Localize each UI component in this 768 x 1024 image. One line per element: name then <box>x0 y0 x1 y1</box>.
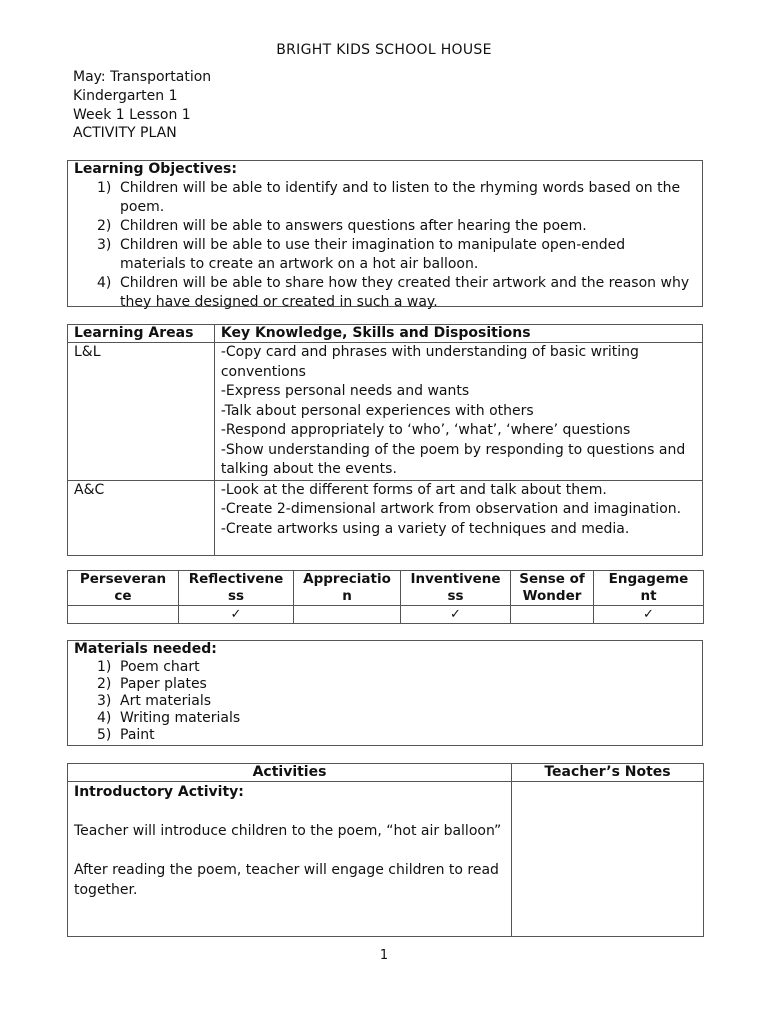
inventiveness-header: Inventivene ss <box>401 571 511 606</box>
list-item: 1) Poem chart <box>97 659 200 675</box>
appreciation-header: Appreciatio n <box>294 571 401 606</box>
key-knowledge-header: Key Knowledge, Skills and Dispositions <box>214 325 702 343</box>
lesson-line: Week 1 Lesson 1 <box>73 107 191 123</box>
list-item: 2) Paper plates <box>97 676 207 692</box>
learning-objectives-box <box>67 160 703 310</box>
document-title: BRIGHT KIDS SCHOOL HOUSE <box>276 42 492 58</box>
notes-cell <box>512 782 704 937</box>
materials-heading: Materials needed: <box>74 641 217 657</box>
theme-line: May: Transportation <box>73 69 212 85</box>
list-item: 1) Children will be able to identify and to listen to the rhyming words based on the poem. <box>97 180 681 215</box>
table-header-row <box>68 571 704 606</box>
list-item: 3) Art materials <box>97 693 211 709</box>
perseverance-header: Perseveran ce <box>68 571 179 606</box>
activity-cell <box>68 782 512 937</box>
table-row <box>68 480 703 555</box>
engagement-header: Engageme nt <box>594 571 704 606</box>
table-header-row <box>68 325 703 343</box>
reflectiveness-header: Reflectivene ss <box>179 571 294 606</box>
area-cell: A&C <box>68 480 215 555</box>
list-item: 3) Children will be able to use their imagination to manipulate open-ended materials to create an artwork on a hot air balloon. <box>97 237 626 272</box>
objectives-list <box>93 179 693 312</box>
materials-list <box>97 659 240 744</box>
activity-paragraph: Teacher will introduce children to the poem, “hot air balloon” <box>74 823 502 839</box>
table-header-row <box>68 764 704 782</box>
sense-of-wonder-header: Sense of Wonder <box>511 571 594 606</box>
check-cell <box>511 606 594 624</box>
check-mark-icon: ✓ <box>179 606 294 624</box>
check-cell <box>68 606 179 624</box>
level-line: Kindergarten 1 <box>73 88 178 104</box>
list-item: 5) Paint <box>97 727 155 743</box>
table-row <box>68 606 704 624</box>
intro-activity-heading: Introductory Activity: <box>74 784 244 800</box>
plan-label: ACTIVITY PLAN <box>73 125 177 141</box>
activities-header: Activities <box>68 764 512 782</box>
area-cell: L&L <box>68 343 215 481</box>
learning-areas-table <box>67 324 703 556</box>
list-item: 2) Children will be able to answers questions after hearing the poem. <box>97 218 587 234</box>
skills-cell: -Copy card and phrases with understanding of basic writing conventions -Express personal needs and wants -Talk about personal experiences with others -Respond appropriately to ‘who’, ‘what’, ‘where’ questions -Show understanding of the poem by responding to questions and talking about the events. <box>214 343 702 481</box>
objectives-heading: Learning Objectives: <box>74 161 237 177</box>
page-number: 1 <box>379 948 389 963</box>
materials-box <box>67 640 703 746</box>
table-row <box>68 782 704 937</box>
list-item: 4) Writing materials <box>97 710 241 726</box>
check-mark-icon: ✓ <box>594 606 704 624</box>
skills-cell: -Look at the different forms of art and talk about them. -Create 2-dimensional artwork from observation and imagination. -Create artworks using a variety of techniques and media. <box>214 480 702 555</box>
dispositions-table <box>67 570 704 624</box>
check-cell <box>294 606 401 624</box>
teachers-notes-header: Teacher’s Notes <box>512 764 704 782</box>
list-item: 4) Children will be able to share how they created their artwork and the reason why they have designed or created in such a way. <box>97 275 690 310</box>
activity-paragraph: After reading the poem, teacher will engage children to read together. <box>74 862 499 898</box>
activities-table <box>67 763 704 937</box>
learning-areas-header: Learning Areas <box>68 325 215 343</box>
table-row <box>68 343 703 481</box>
check-mark-icon: ✓ <box>401 606 511 624</box>
